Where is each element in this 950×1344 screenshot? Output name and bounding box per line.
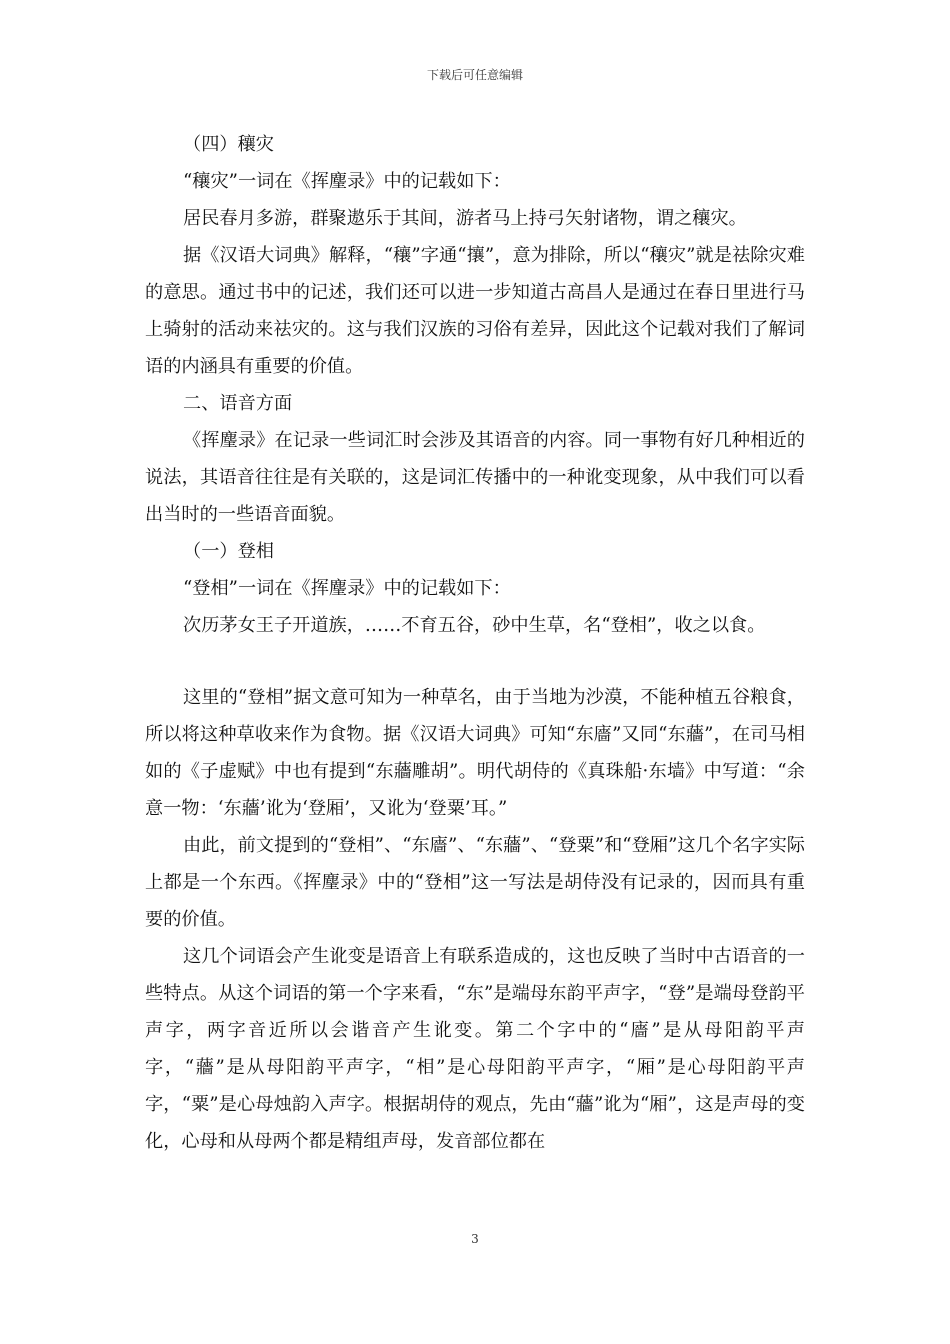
paragraph: “登相”一词在《挥麈录》中的记载如下： (183, 578, 511, 599)
paragraph: 《挥麈录》在记录一些词汇时会涉及其语音的内容。同一事物有好几种相近的说法，其语音往往是有关联的，这是词汇传播中的一种讹变现象，从中我们可以看出当时的一些语音面貌。 (145, 430, 805, 525)
page-header: 下载后可任意编辑 (426, 68, 523, 82)
paragraph: “穰灾”一词在《挥麈录》中的记载如下： (183, 171, 511, 192)
paragraph: 据《汉语大词典》解释，“穰”字通“攘”，意为排除，所以“穰灾”就是祛除灾难的意思。通过书中的记述，我们还可以进一步知道古高昌人是通过在春日里进行马上骑射的活动来祛灾的。这与我们汉族的习俗有差异，因此这个记载对我们了解词语的内涵具有重要的价值。 (145, 245, 805, 377)
quotation: 次历茅女王子开道族，……不育五谷，砂中生草，名“登相”，收之以食。 (183, 615, 766, 636)
paragraph-gap (145, 644, 805, 679)
section-heading-rangzai: （四）穰灾 (183, 134, 274, 155)
document-body (145, 126, 805, 1160)
quotation: 居民春月多游，群聚遨乐于其间，游者马上持弓矢射诸物，谓之穰灾。 (183, 208, 747, 229)
paragraph: 这里的“登相”据文意可知为一种草名，由于当地为沙漠，不能种植五谷粮食，所以将这种草收来作为食物。据《汉语大词典》可知“东廧”又同“东蘠”，在司马相如的《子虚赋》中也有提到“东蘠雕胡”。明代胡侍的《真珠船·东墙》中写道：“余意一物：‘东蘠’讹为‘登厢’，又讹为‘登粟’耳。” (145, 687, 805, 819)
section-heading-dengxiang: （一）登相 (183, 541, 274, 562)
paragraph: 由此，前文提到的“登相”、“东廧”、“东蘠”、“登粟”和“登厢”这几个名字实际上都是一个东西。《挥麈录》中的“登相”这一写法是胡侍没有记录的，因而具有重要的价值。 (145, 835, 805, 930)
paragraph: 这几个词语会产生讹变是语音上有联系造成的，这也反映了当时中古语音的一些特点。从这个词语的第一个字来看，“东”是端母东韵平声字，“登”是端母登韵平声字，两字音近所以会谐音产生讹变。第二个字中的“廧”是从母阳韵平声字，“蘠”是从母阳韵平声字，“相”是心母阳韵平声字，“厢”是心母阳韵平声字，“粟”是心母烛韵入声字。根据胡侍的观点，先由“蘠”讹为“厢”，这是声母的变化，心母和从母两个都是精组声母，发音部位都在 (145, 946, 805, 1152)
section-heading-phonetics: 二、语音方面 (183, 393, 293, 414)
page-number: 3 (471, 1232, 479, 1246)
